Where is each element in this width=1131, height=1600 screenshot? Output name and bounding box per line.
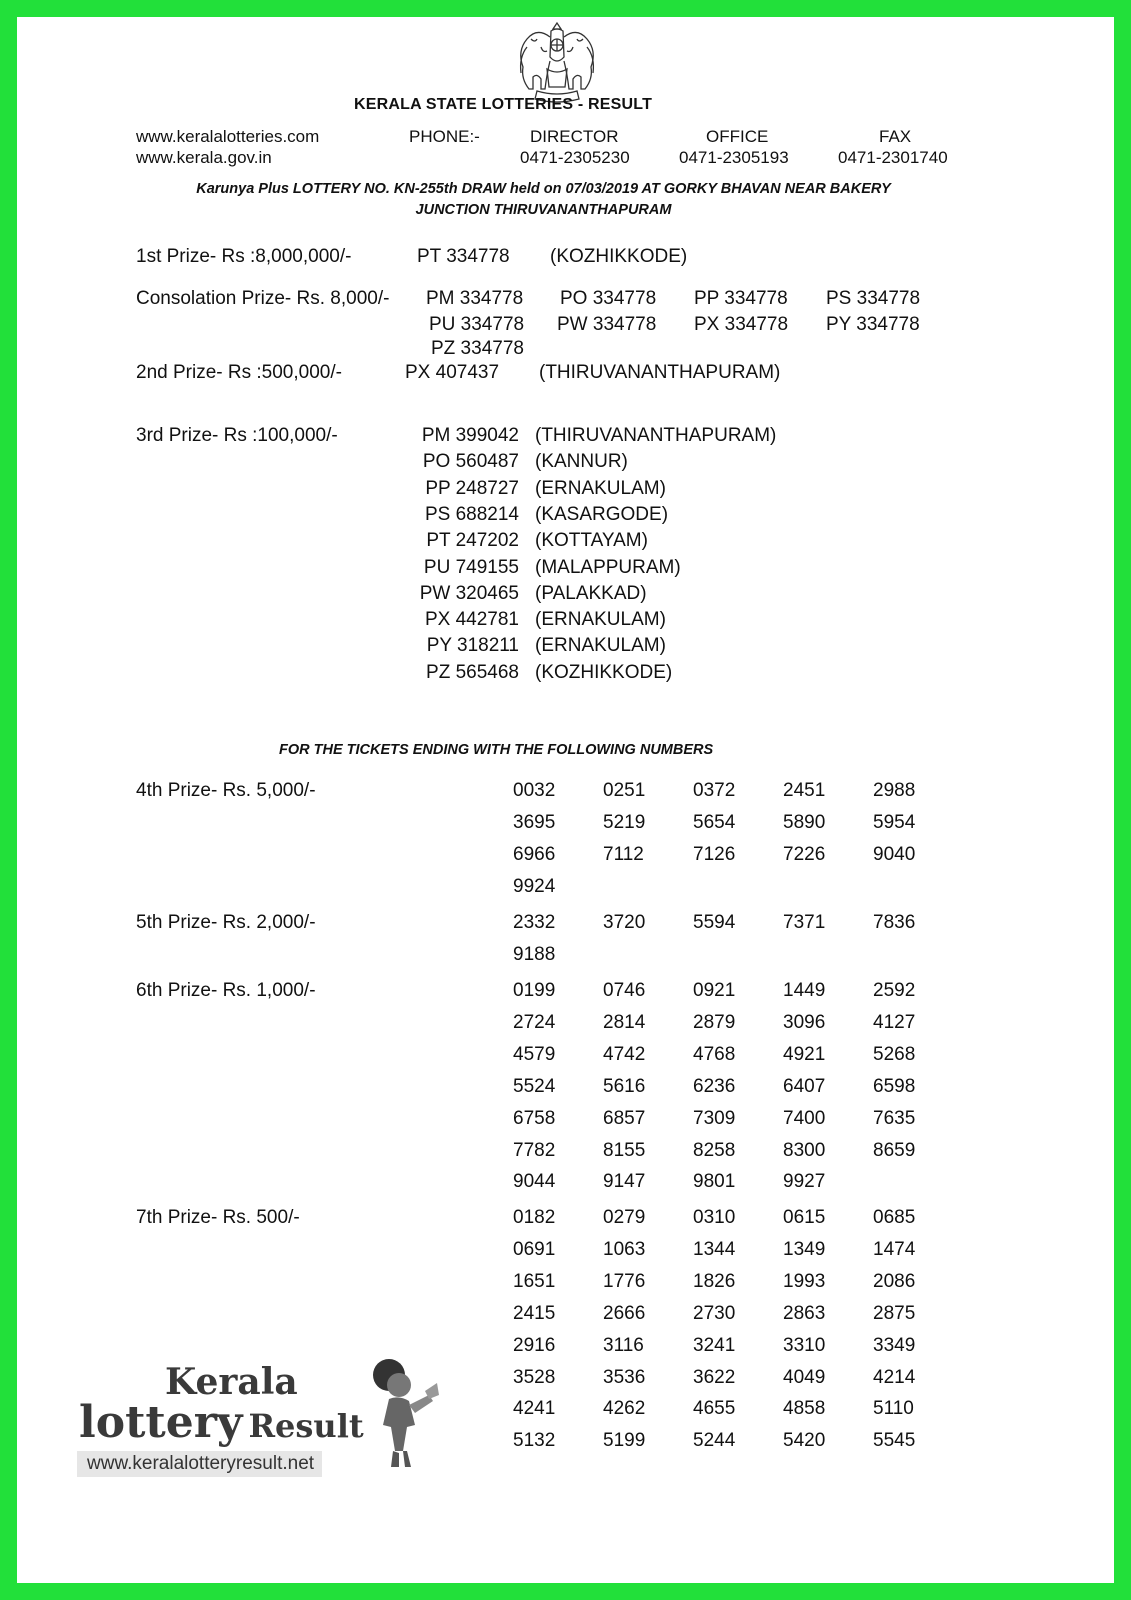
watermark-lottery: lottery <box>79 1397 243 1448</box>
ending-number: 7836 <box>873 912 916 933</box>
ending-number: 1993 <box>783 1271 826 1292</box>
ending-number: 6758 <box>513 1108 556 1129</box>
third-prize-ticket: PZ 565468 <box>426 662 519 683</box>
ending-number: 8300 <box>783 1140 826 1161</box>
ending-number: 7112 <box>603 844 644 865</box>
ending-number: 0685 <box>873 1207 916 1228</box>
ending-number: 3695 <box>513 812 556 833</box>
ending-number: 6407 <box>783 1076 826 1097</box>
consolation-ticket: PM 334778 <box>426 288 524 309</box>
ending-number: 3349 <box>873 1335 916 1356</box>
endings-heading: FOR THE TICKETS ENDING WITH THE FOLLOWING NUMBERS <box>279 742 714 758</box>
ending-prize-label: 5th Prize- Rs. 2,000/- <box>136 912 316 933</box>
ending-number: 2086 <box>873 1271 916 1292</box>
consolation-prize-label: Consolation Prize- Rs. 8,000/- <box>136 288 390 309</box>
ending-number: 2863 <box>783 1303 826 1324</box>
ending-number: 2724 <box>513 1012 556 1033</box>
ending-number: 5616 <box>603 1076 646 1097</box>
third-prize-ticket: PU 749155 <box>423 557 519 578</box>
ending-number: 4768 <box>693 1044 736 1065</box>
second-prize-label: 2nd Prize- Rs :500,000/- <box>136 362 342 383</box>
ending-number: 1063 <box>603 1239 646 1260</box>
ending-number: 6598 <box>873 1076 916 1097</box>
ending-number: 5594 <box>693 912 736 933</box>
ending-number: 3622 <box>693 1367 736 1388</box>
ending-prize-label: 6th Prize- Rs. 1,000/- <box>136 980 316 1001</box>
consolation-ticket: PU 334778 <box>429 314 525 335</box>
ending-number: 1826 <box>693 1271 736 1292</box>
ending-number: 4262 <box>603 1398 646 1419</box>
ending-number: 2451 <box>783 780 826 801</box>
consolation-ticket: PW 334778 <box>557 314 657 335</box>
ending-number: 5524 <box>513 1076 556 1097</box>
first-prize-ticket: PT 334778 <box>417 246 510 267</box>
ending-number: 5219 <box>603 812 646 833</box>
first-prize-place: (KOZHIKKODE) <box>550 246 688 267</box>
third-prize-place: (PALAKKAD) <box>535 583 647 604</box>
ending-number: 2879 <box>693 1012 736 1033</box>
second-prize-ticket: PX 407437 <box>405 362 500 383</box>
third-prize-place: (ERNAKULAM) <box>535 635 666 656</box>
ending-number: 7226 <box>783 844 826 865</box>
ending-number: 3536 <box>603 1367 646 1388</box>
ending-number: 0182 <box>513 1207 556 1228</box>
third-prize-ticket: PP 248727 <box>425 478 519 499</box>
ending-number: 8155 <box>603 1140 646 1161</box>
ending-number: 0615 <box>783 1207 826 1228</box>
first-prize-label: 1st Prize- Rs :8,000,000/- <box>136 246 352 267</box>
ending-number: 1449 <box>783 980 826 1001</box>
ending-number: 0199 <box>513 980 556 1001</box>
ending-number: 4214 <box>873 1367 916 1388</box>
ending-number: 7309 <box>693 1108 736 1129</box>
consolation-ticket: PP 334778 <box>694 288 788 309</box>
third-prize-label: 3rd Prize- Rs :100,000/- <box>136 425 338 446</box>
ending-number: 7126 <box>693 844 736 865</box>
ending-number: 3241 <box>693 1335 736 1356</box>
lottery-mascot-icon <box>367 1355 439 1471</box>
ending-number: 3528 <box>513 1367 556 1388</box>
third-prize-place: (KASARGODE) <box>535 504 669 525</box>
ending-number: 4241 <box>513 1398 556 1419</box>
ending-number: 3116 <box>603 1335 644 1356</box>
ending-number: 2988 <box>873 780 916 801</box>
ending-number: 0691 <box>513 1239 556 1260</box>
ending-number: 1651 <box>513 1271 556 1292</box>
draw-info-line1: Karunya Plus LOTTERY NO. KN-255th DRAW held on 07/03/2019 AT GORKY BHAVAN NEAR BAKERY <box>196 181 891 197</box>
third-prize-ticket: PT 247202 <box>426 530 519 551</box>
second-prize-place: (THIRUVANANTHAPURAM) <box>539 362 781 383</box>
third-prize-place: (KOZHIKKODE) <box>535 662 673 683</box>
third-prize-ticket: PM 399042 <box>421 425 519 446</box>
ending-number: 2916 <box>513 1335 556 1356</box>
ending-number: 1344 <box>693 1239 736 1260</box>
ending-number: 8258 <box>693 1140 736 1161</box>
ending-number: 5268 <box>873 1044 916 1065</box>
page-title: KERALA STATE LOTTERIES - RESULT <box>354 96 653 113</box>
ending-number: 4579 <box>513 1044 556 1065</box>
ending-number: 3096 <box>783 1012 826 1033</box>
ending-number: 9188 <box>513 944 556 965</box>
third-prize-place: (MALAPPURAM) <box>535 557 681 578</box>
ending-prize-label: 7th Prize- Rs. 500/- <box>136 1207 300 1228</box>
office-label: OFFICE <box>706 127 769 146</box>
ending-number: 0279 <box>603 1207 646 1228</box>
third-prize-place: (KOTTAYAM) <box>535 530 648 551</box>
ending-number: 0746 <box>603 980 646 1001</box>
watermark-line2 <box>79 1397 364 1448</box>
ending-number: 4858 <box>783 1398 826 1419</box>
director-label: DIRECTOR <box>530 127 619 146</box>
third-prize-place: (THIRUVANANTHAPURAM) <box>535 425 777 446</box>
ending-number: 5954 <box>873 812 916 833</box>
ending-prize-label: 4th Prize- Rs. 5,000/- <box>136 780 316 801</box>
ending-number: 6857 <box>603 1108 646 1129</box>
ending-number: 1776 <box>603 1271 646 1292</box>
watermark-line1: Kerala <box>165 1361 298 1403</box>
ending-number: 5244 <box>693 1430 736 1451</box>
ending-number: 1474 <box>873 1239 916 1260</box>
third-prize-ticket: PS 688214 <box>424 504 519 525</box>
watermark-url: www.keralalotteryresult.net <box>77 1451 322 1477</box>
ending-number: 9044 <box>513 1171 556 1192</box>
ending-number: 2666 <box>603 1303 646 1324</box>
ending-number: 5199 <box>603 1430 646 1451</box>
director-phone: 0471-2305230 <box>520 148 630 167</box>
result-sheet <box>17 17 1114 1583</box>
fax-label: FAX <box>879 127 912 146</box>
ending-number: 5132 <box>513 1430 556 1451</box>
consolation-ticket: PO 334778 <box>560 288 657 309</box>
ending-number: 9927 <box>783 1171 826 1192</box>
ending-number: 5890 <box>783 812 826 833</box>
ending-number: 6236 <box>693 1076 736 1097</box>
ending-number: 2730 <box>693 1303 736 1324</box>
third-prize-place: (ERNAKULAM) <box>535 478 666 499</box>
ending-number: 7371 <box>783 912 826 933</box>
third-prize-place: (ERNAKULAM) <box>535 609 666 630</box>
consolation-ticket: PX 334778 <box>694 314 789 335</box>
ending-number: 2814 <box>603 1012 646 1033</box>
ending-number: 2592 <box>873 980 916 1001</box>
consolation-ticket: PY 334778 <box>826 314 920 335</box>
ending-number: 0251 <box>603 780 646 801</box>
ending-number: 5420 <box>783 1430 826 1451</box>
third-prize-place: (KANNUR) <box>535 451 628 472</box>
watermark-logo <box>77 1361 457 1481</box>
third-prize-ticket: PO 560487 <box>422 451 519 472</box>
ending-number: 3720 <box>603 912 646 933</box>
ending-number: 9147 <box>603 1171 646 1192</box>
ending-number: 4742 <box>603 1044 646 1065</box>
office-phone: 0471-2305193 <box>679 148 789 167</box>
ending-number: 5654 <box>693 812 736 833</box>
ending-number: 7400 <box>783 1108 826 1129</box>
third-prize-ticket: PW 320465 <box>419 583 519 604</box>
watermark-result: Result <box>248 1407 364 1445</box>
ending-number: 0921 <box>693 980 736 1001</box>
website-link-lotteries[interactable]: www.keralalotteries.com <box>136 127 320 146</box>
ending-number: 9924 <box>513 876 556 897</box>
ending-number: 7635 <box>873 1108 916 1129</box>
ending-number: 4921 <box>783 1044 826 1065</box>
ending-number: 0032 <box>513 780 556 801</box>
ending-number: 2875 <box>873 1303 916 1324</box>
fax-number: 0471-2301740 <box>838 148 948 167</box>
phone-label: PHONE:- <box>409 127 480 146</box>
draw-info-line2: JUNCTION THIRUVANANTHAPURAM <box>415 202 672 218</box>
ending-number: 3310 <box>783 1335 826 1356</box>
ending-number: 1349 <box>783 1239 826 1260</box>
third-prize-ticket: PY 318211 <box>426 635 519 656</box>
ending-number: 2332 <box>513 912 556 933</box>
ending-number: 9040 <box>873 844 916 865</box>
ending-number: 9801 <box>693 1171 736 1192</box>
consolation-ticket: PZ 334778 <box>431 338 524 359</box>
third-prize-ticket: PX 442781 <box>424 609 519 630</box>
ending-number: 4655 <box>693 1398 736 1419</box>
ending-number: 4127 <box>873 1012 916 1033</box>
ending-number: 2415 <box>513 1303 556 1324</box>
ending-number: 8659 <box>873 1140 916 1161</box>
ending-number: 7782 <box>513 1140 556 1161</box>
ending-number: 5545 <box>873 1430 916 1451</box>
consolation-ticket: PS 334778 <box>826 288 921 309</box>
ending-number: 5110 <box>873 1398 914 1419</box>
ending-number: 4049 <box>783 1367 826 1388</box>
ending-number: 0372 <box>693 780 736 801</box>
ending-number: 6966 <box>513 844 556 865</box>
website-link-gov[interactable]: www.kerala.gov.in <box>136 148 272 167</box>
ending-number: 0310 <box>693 1207 736 1228</box>
